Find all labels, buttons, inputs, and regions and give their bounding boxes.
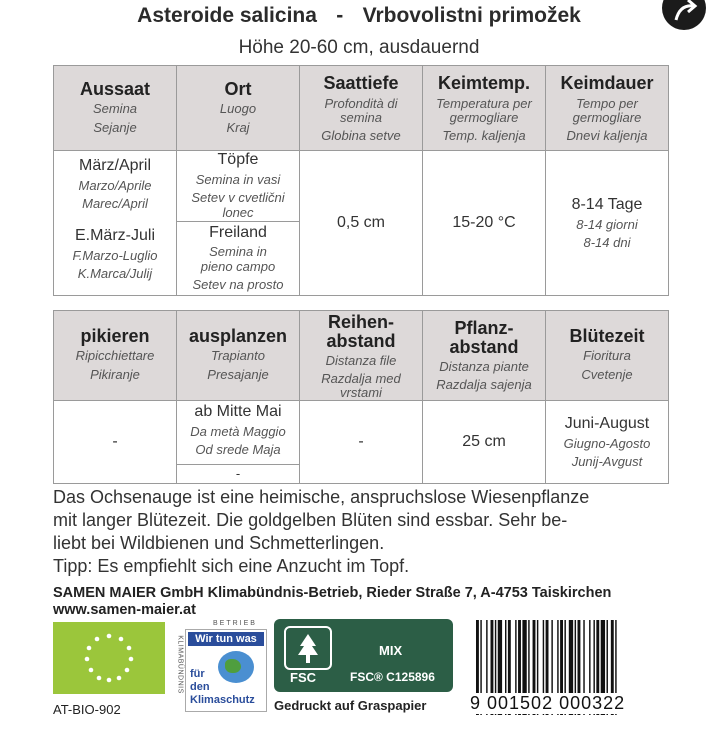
bloom-time-value: Juni-August Giugno-Agosto Junij-Avgust [546, 401, 669, 484]
plant-description [53, 486, 673, 578]
sowing-depth: 0,5 cm [300, 151, 423, 296]
klima-side-label-1: KLIMABÜNDNIS [176, 635, 184, 694]
header-saattiefe: Saattiefe Profondità di semina Globina setve [300, 66, 423, 151]
header-keimtemp: Keimtemp. Temperatura per germogliare Temp. kaljenja [423, 66, 546, 151]
header-bluetezeit: Blütezeit Fioritura Cvetenje [546, 311, 669, 401]
name-italian: Asteroide salicina [137, 4, 317, 27]
header-pflanzabstand: Pflanz- abstand Distanza piante Razdalja sajenja [423, 311, 546, 401]
fsc-code: FSC® C125896 [350, 670, 435, 684]
plant-out-value: ab Mitte Mai Da metà Maggio Od srede Maja - [177, 401, 300, 484]
fsc-label: FSC [290, 670, 316, 685]
klima-side-label-2: BETRIEB [213, 620, 257, 627]
klima-word-3: Klimaschutz [190, 694, 255, 706]
globe-icon [218, 651, 254, 683]
header-reihenabstand: Reihen- abstand Distanza file Razdalja med vrstami [300, 311, 423, 401]
planting-table [53, 310, 669, 484]
sowing-locations: Töpfe Semina in vasi Setev v cvetlični lonec Freiland Semina in pieno campo Setev na prosto [177, 151, 300, 296]
description-line: liebt bei Wildbienen und Schmetterlingen. [53, 533, 385, 553]
sowing-table [53, 65, 669, 296]
germination-duration: 8-14 Tage 8-14 giorni 8-14 dni [546, 151, 669, 296]
name-slovenian: Vrbovolistni primožek [362, 4, 581, 27]
brand-logo-icon [662, 0, 706, 30]
header-keimdauer: Keimdauer Tempo per germogliare Dnevi kaljenja [546, 66, 669, 151]
eu-organic-leaf-icon [53, 622, 165, 694]
header-pikieren: pikieren Ripicchiettare Pikiranje [54, 311, 177, 401]
sowing-times: März/April Marzo/Aprile Marec/April E.März-Juli F.Marzo-Luglio K.Marca/Julij [54, 151, 177, 296]
header-ort: Ort Luogo Kraj [177, 66, 300, 151]
plant-distance-value: 25 cm [423, 401, 546, 484]
description-line: Das Ochsenauge ist eine heimische, anspruchslose Wiesenpflanze [53, 487, 590, 507]
fsc-mix: MIX [379, 643, 403, 658]
website-link[interactable]: www.samen-maier.at [53, 602, 196, 618]
product-title [0, 4, 718, 28]
header-aussaat: Aussaat Semina Sejanje [54, 66, 177, 151]
prick-out-value: - [54, 401, 177, 484]
germination-temperature: 15-20 °C [423, 151, 546, 296]
title-separator: - [336, 4, 344, 27]
height-subtitle: Höhe 20-60 cm, ausdauernd [238, 37, 480, 58]
paper-note: Gedruckt auf Graspapier [274, 698, 427, 713]
klima-word-1: für [190, 668, 205, 680]
description-line: mit langer Blütezeit. Die goldgelben Blüten sind essbar. Sehr be- [53, 510, 568, 530]
klima-word-2: den [190, 681, 210, 693]
fsc-tree-icon [284, 626, 332, 670]
fsc-certification-logo [274, 619, 453, 692]
bio-control-code: AT-BIO-902 [53, 702, 121, 717]
description-tip: Tipp: Es empfiehlt sich eine Anzucht im Topf. [53, 556, 410, 576]
barcode-number: 9 001502 000322 [470, 693, 626, 713]
klimabuendnis-logo [175, 620, 265, 710]
klima-slogan: Wir tun was [188, 632, 264, 646]
company-address: SAMEN MAIER GmbH Klimabündnis-Betrieb, Rieder Straße 7, A-4753 Taiskirchen [53, 585, 612, 601]
header-ausplanzen: ausplanzen Trapianto Presajanje [177, 311, 300, 401]
row-distance-value: - [300, 401, 423, 484]
